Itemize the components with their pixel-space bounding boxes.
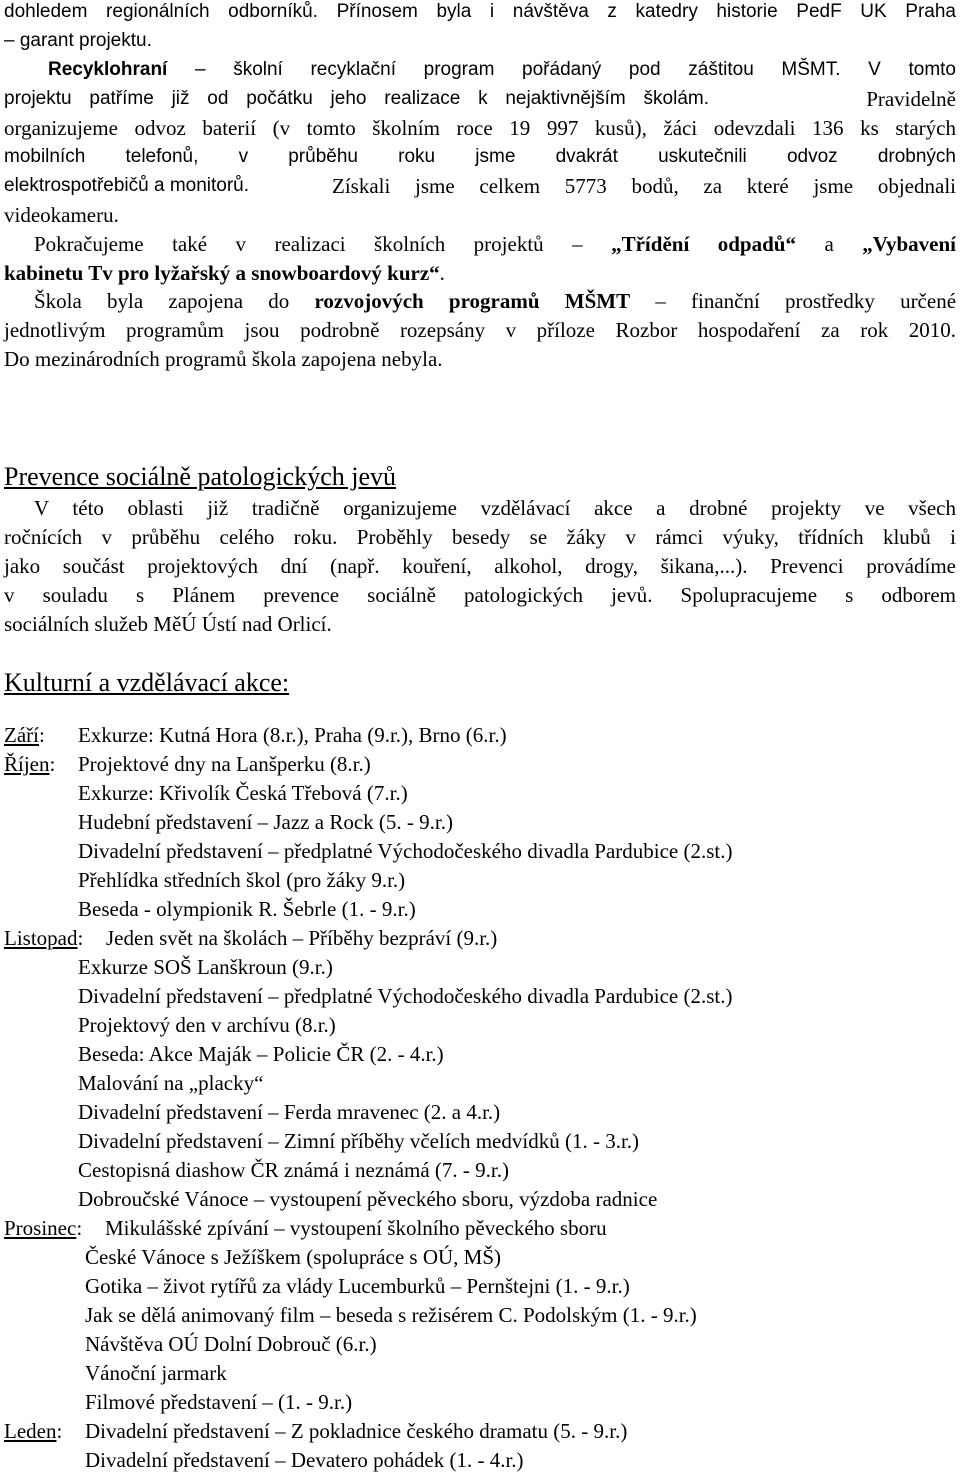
- rozvoj-line-1: [34, 289, 956, 313]
- event-item: Jeden svět na školách – Příběhy bezpráví (9.r.): [106, 926, 498, 950]
- intro-line-2: – garant projektu.: [4, 30, 152, 51]
- recyklohrani-line-5a: elektrospotřebičů a monitorů.: [4, 175, 250, 196]
- month-rijen: Říjen:: [4, 752, 56, 776]
- intro-line-1: dohledem regionálních odborníků. Přínosem byla i návštěva z katedry historie PedF UK Praha: [4, 1, 956, 22]
- event-item: Filmové představení – (1. - 9.r.): [85, 1390, 353, 1414]
- rozvoj-bold: rozvojových programů MŠMT: [314, 289, 631, 313]
- event-item: Beseda - olympionik R. Šebrle (1. - 9.r.): [78, 897, 416, 921]
- recyklohrani-line-5: [4, 174, 956, 198]
- projekt-vybaveni-start: „Vybavení: [862, 232, 956, 256]
- recyklohrani-line-2a: projektu patříme již od počátku jeho realizace k nejaktivnějším školám.: [4, 88, 709, 109]
- rozvoj-line-2: jednotlivým programům jsou podrobně rozepsány v příloze Rozbor hospodaření za rok 2010.: [4, 318, 956, 342]
- prevence-line-4: v souladu s Plánem prevence sociálně patologických jevů. Spolupracujeme s odborem: [4, 583, 956, 607]
- event-item: Divadelní představení – Z pokladnice českého dramatu (5. - 9.r.): [85, 1419, 628, 1443]
- event-item: Cestopisná diashow ČR známá i neznámá (7. - 9.r.): [78, 1158, 509, 1182]
- event-item: Divadelní představení – Devatero pohádek (1. - 4.r.): [85, 1448, 524, 1472]
- projekty-end: .: [439, 261, 445, 285]
- recyklohrani-line-3: organizujeme odvoz baterií (v tomto školním roce 19 997 kusů), žáci odevzdali 136 ks starých: [4, 116, 956, 140]
- event-item: Divadelní představení – předplatné Východočeského divadla Pardubice (2.st.): [78, 839, 733, 863]
- event-item: Mikulášské zpívání – vystoupení školního pěveckého sboru: [105, 1216, 607, 1240]
- recyklohrani-line-1: [48, 58, 956, 82]
- recyklohrani-title: Recyklohraní: [48, 59, 168, 80]
- event-item: Divadelní představení – Zimní příběhy včelích medvídků (1. - 3.r.): [78, 1129, 640, 1153]
- event-item: Jak se dělá animovaný film – beseda s režisérem C. Podolským (1. - 9.r.): [85, 1303, 697, 1327]
- event-item: Exkurze SOŠ Lanškroun (9.r.): [78, 955, 333, 979]
- prevence-line-3: jako součást projektových dní (např. kouření, alkohol, drogy, šikana,...). Prevenci provádíme: [4, 554, 956, 578]
- kulturni-heading: Kulturní a vzdělávací akce:: [4, 668, 290, 697]
- rozvoj-pre: Škola byla zapojena do: [34, 289, 290, 313]
- prevence-heading: Prevence sociálně patologických jevů: [4, 462, 397, 491]
- event-item: Projektové dny na Lanšperku (8.r.): [78, 752, 371, 776]
- event-item: Beseda: Akce Maják – Policie ČR (2. - 4.r.): [78, 1042, 444, 1066]
- projekt-trideni-odpadu: „Třídění odpadů“: [611, 232, 796, 256]
- event-item: Hudební představení – Jazz a Rock (5. - 9.r.): [78, 810, 453, 834]
- recyklohrani-line-2b: Pravidelně: [866, 87, 956, 111]
- projekty-line-2: [4, 261, 445, 285]
- recyklohrani-line-5b: Získali jsme celkem 5773 bodů, za které jsme objednali: [332, 174, 956, 198]
- event-item: Exkurze: Kutná Hora (8.r.), Praha (9.r.), Brno (6.r.): [78, 723, 507, 747]
- month-leden: Leden:: [4, 1419, 63, 1443]
- month-prosinec: Prosinec:: [4, 1216, 83, 1240]
- event-item: Divadelní představení – Ferda mravenec (2. a 4.r.): [78, 1100, 501, 1124]
- projekty-and: a: [824, 232, 834, 256]
- recyklohrani-desc: – školní recyklační program pořádaný pod záštitou MŠMT. V tomto: [194, 59, 956, 80]
- rozvoj-post: – finanční prostředky určené: [655, 289, 957, 313]
- event-item: Exkurze: Křivolík Česká Třebová (7.r.): [78, 781, 408, 805]
- event-item: Malování na „placky“: [78, 1071, 264, 1095]
- event-item: Dobroučské Vánoce – vystoupení pěveckého sboru, výzdoba radnice: [78, 1187, 658, 1211]
- projekty-line-1: [34, 232, 956, 256]
- event-item: Návštěva OÚ Dolní Dobrouč (6.r.): [85, 1332, 377, 1356]
- projekt-vybaveni-end: kabinetu Tv pro lyžařský a snowboardový kurz“: [4, 261, 440, 285]
- month-zari: Září:: [4, 723, 45, 747]
- prevence-line-5: sociálních služeb MěÚ Ústí nad Orlicí.: [4, 612, 332, 636]
- recyklohrani-line-6: videokameru.: [4, 203, 119, 227]
- event-item: Projektový den v archívu (8.r.): [78, 1013, 336, 1037]
- event-item: Přehlídka středních škol (pro žáky 9.r.): [78, 868, 406, 892]
- prevence-line-1: V této oblasti již tradičně organizujeme vzdělávací akce a drobné projekty ve všech: [34, 496, 956, 520]
- rozvoj-line-3: Do mezinárodních programů škola zapojena nebyla.: [4, 347, 443, 371]
- month-listopad: Listopad:: [4, 926, 84, 950]
- recyklohrani-line-4: mobilních telefonů, v průběhu roku jsme dvakrát uskutečnili odvoz drobných: [4, 146, 956, 167]
- event-item: Divadelní představení – předplatné Východočeského divadla Pardubice (2.st.): [78, 984, 733, 1008]
- event-item: Vánoční jarmark: [85, 1361, 227, 1385]
- event-item: Gotika – život rytířů za vlády Lucemburků – Pernštejni (1. - 9.r.): [85, 1274, 630, 1298]
- projekty-intro: Pokračujeme také v realizaci školních projektů –: [34, 232, 583, 256]
- recyklohrani-line-2: [4, 87, 956, 111]
- event-item: České Vánoce s Ježíškem (spolupráce s OÚ, MŠ): [85, 1245, 502, 1269]
- prevence-line-2: ročnících v průběhu celého roku. Proběhly besedy se žáky v rámci výuky, třídních klubů i: [4, 525, 956, 549]
